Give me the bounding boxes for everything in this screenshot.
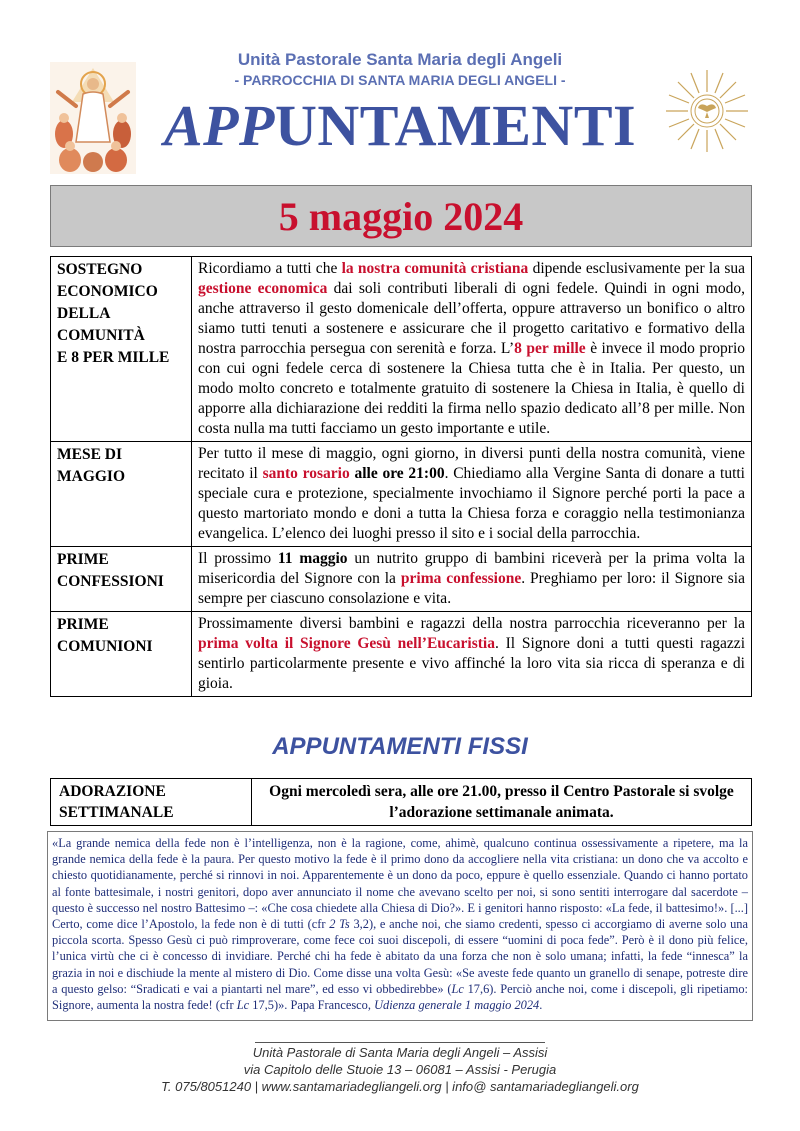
text-run: dipende esclusivamente per la sua bbox=[528, 260, 746, 277]
text-run: dai soli contributi liberali di ogni fedele. Quindi in ogni modo, anche attraverso il gesto domenicale dell’offerta, oppure attraverso un bonifico o altro siamo tutti tenuti a sostenere e assicurare che il progetto caritativo e formativo della nostra parrocchia persegua con serenità e forza. L’ bbox=[198, 280, 745, 357]
row-label bbox=[51, 257, 192, 442]
row-label bbox=[51, 442, 192, 547]
row-label bbox=[51, 547, 192, 612]
text-run: un nutrito gruppo di bambini riceverà per la prima volta la misericordia del Signore con la bbox=[198, 550, 745, 587]
date-text: 5 maggio 2024 bbox=[278, 193, 524, 239]
text-run: Per tutto il mese di maggio, ogni giorno, in diversi punti della nostra comunità, viene recitato il bbox=[198, 445, 745, 482]
bold-run: alle ore 21:00 bbox=[349, 465, 445, 482]
label-line: COMUNITÀ bbox=[57, 327, 145, 344]
table-row bbox=[51, 547, 752, 612]
quote-run: 17,5)». Papa Francesco, bbox=[249, 998, 375, 1013]
table-row bbox=[51, 442, 752, 547]
highlight-run: 8 per mille bbox=[514, 340, 586, 357]
pope-quote-box bbox=[47, 831, 753, 1021]
quote-text bbox=[52, 835, 748, 1013]
text-run: è invece il modo proprio con cui ogni fedele cerca di sostenere la Chiesa tutta che è in Italia. Per questo, un modo molto concreto e totalmente gratuito di sostenere la Chiesa in Italia, è quello di apporre alla dichiarazione dei redditi la firma nello spazio dedicato all’8 per mille. Non costa nulla ma tutti facciamo un gesto importante e utile. bbox=[198, 340, 746, 437]
quote-run: 17,6). Perciò anche noi, come i discepoli, gli ripetiamo: Signore, aumenta la nostra fede! (cfr bbox=[52, 981, 749, 1013]
label-line: PRIME bbox=[57, 616, 109, 633]
fixed-appointments-title: APPUNTAMENTI FISSI bbox=[272, 733, 528, 760]
label-line: COMUNIONI bbox=[57, 638, 153, 655]
row-label bbox=[51, 779, 252, 826]
row-text bbox=[192, 547, 752, 612]
bold-run: 11 maggio bbox=[277, 550, 348, 567]
highlight-run: prima confessione bbox=[400, 570, 522, 587]
label-line: PRIME bbox=[57, 551, 109, 568]
page-title-rest: UNTAMENTI bbox=[274, 93, 637, 158]
announcements-table bbox=[50, 256, 752, 697]
table-row bbox=[51, 779, 752, 826]
label-line: MAGGIO bbox=[57, 468, 126, 485]
parish-name: - PARROCCHIA DI SANTA MARIA DEGLI ANGELI - bbox=[234, 72, 566, 88]
page-title bbox=[155, 92, 645, 159]
dove-sunburst-icon bbox=[662, 66, 752, 156]
text-run: Ricordiamo a tutti che bbox=[198, 260, 342, 277]
row-label bbox=[51, 612, 192, 697]
page-title-italic: APP bbox=[163, 93, 275, 158]
date-banner bbox=[50, 185, 752, 247]
text-run: . Il Signore doni a tutti questi ragazzi sentirlo particolarmente presente e vivo affinché la loro vita sia ricca di speranza e di gioia. bbox=[198, 635, 745, 692]
quote-run: «La grande nemica della fede non è l’intelligenza, non è la ragione, come, ahimè, qualcuno continua ossessivamente a ripetere, ma la grande nemica della fede è la paura. Per questo motivo la fede è il primo dono da accogliere nella vita cristiana: un dono che va accolto e chiesto quotidianamente, perché si rinnovi in noi. Apparentemente è un dono da poco, eppure è quello essenziale. Quando ci hanno portato al fonte battesimale, i nostri genitori, dopo aver annunciato il nome che avevano scelto per noi, si sono sentiti interrogare dal sacerdote – questo è successo nel nostro Battesimo –: «Che cosa chiedete alla Chiesa di Dio?». E i genitori hanno risposto: «La fede, il battesimo!». [...] Certo, come dice l’Apostolo, la fede non è di tutti (cfr bbox=[52, 836, 748, 932]
quote-run: . bbox=[539, 998, 543, 1013]
footer-address: via Capitolo delle Stuoie 13 – 06081 – Assisi - Perugia bbox=[243, 1062, 557, 1077]
highlight-run: la nostra comunità cristiana bbox=[341, 260, 529, 277]
organization-name: Unità Pastorale Santa Maria degli Angeli bbox=[237, 50, 563, 69]
text-run: Prossimamente diversi bambini e ragazzi della nostra parrocchia riceveranno per la bbox=[198, 615, 745, 632]
row-text: Ogni mercoledì sera, alle ore 21.00, presso il Centro Pastorale si svolge l’adorazione settimanale animata. bbox=[252, 779, 752, 826]
row-text bbox=[192, 442, 752, 547]
quote-source: Udienza generale 1 maggio 2024 bbox=[374, 998, 540, 1013]
highlight-run: prima volta il Signore Gesù nell’Eucaristia bbox=[198, 635, 495, 652]
text-run: . Chiediamo alla Vergine Santa di donare a tutti speciale cura e protezione, specialmente invochiamo il Signore perché porti la pace a questo martoriato mondo e doni a tutta la Chiesa forza e coraggio nella testimonianza evangelica. L’elenco dei luoghi presso il sito e i social della parrocchia. bbox=[198, 465, 745, 542]
row-text bbox=[192, 257, 752, 442]
label-line: SETTIMANALE bbox=[59, 804, 174, 821]
fixed-appointments-table bbox=[50, 778, 752, 826]
table-row bbox=[51, 257, 752, 442]
footer-divider bbox=[255, 1042, 545, 1043]
quote-reference: Lc bbox=[451, 981, 464, 996]
quote-run: 3,2), e anche noi, che siamo credenti, spesso ci accorgiamo di averne solo una piccola scorta. Spesso Gesù ci può rimproverare, come fece coi suoi discepoli, di essere “uomini di poca fede”. Però è il dono più felice, l’unica virtù che ci è concesso di invidiare. Perché chi ha fede è abitato da una forza che non è solo umana; infatti, la fede “innesca” la grazia in noi e dischiude la mente al mistero di Dio. Come disse una volta Gesù: «Se aveste fede quanto un granello di senape, potreste dire a questo gelso: “Sradicati e vai a piantarti nel mare”, ed esso vi obbedirebbe» ( bbox=[52, 917, 748, 996]
text-run: Il prossimo bbox=[198, 550, 278, 567]
label-line: DELLA bbox=[57, 305, 111, 322]
row-text bbox=[192, 612, 752, 697]
label-line: ECONOMICO bbox=[57, 283, 158, 300]
label-line: MESE DI bbox=[57, 446, 123, 463]
footer-organization: Unità Pastorale di Santa Maria degli Angeli – Assisi bbox=[252, 1045, 548, 1060]
label-line: CONFESSIONI bbox=[57, 573, 164, 590]
risen-christ-logo-icon bbox=[50, 62, 136, 174]
label-line: SOSTEGNO bbox=[57, 261, 143, 278]
table-row bbox=[51, 612, 752, 697]
text-run: . Preghiamo per loro: il Signore sia sempre per ciascuno consolazione e vita. bbox=[198, 570, 745, 607]
quote-reference: Lc bbox=[236, 998, 250, 1013]
footer-contacts: T. 075/8051240 | www.santamariadegliangeli.org | info@ santamariadegliangeli.org bbox=[161, 1079, 639, 1094]
label-line: E 8 PER MILLE bbox=[57, 349, 170, 366]
quote-reference: 2 Ts bbox=[329, 917, 350, 932]
highlight-run: santo rosario bbox=[262, 465, 350, 482]
label-line: ADORAZIONE bbox=[59, 783, 166, 800]
highlight-run: gestione economica bbox=[198, 280, 328, 297]
